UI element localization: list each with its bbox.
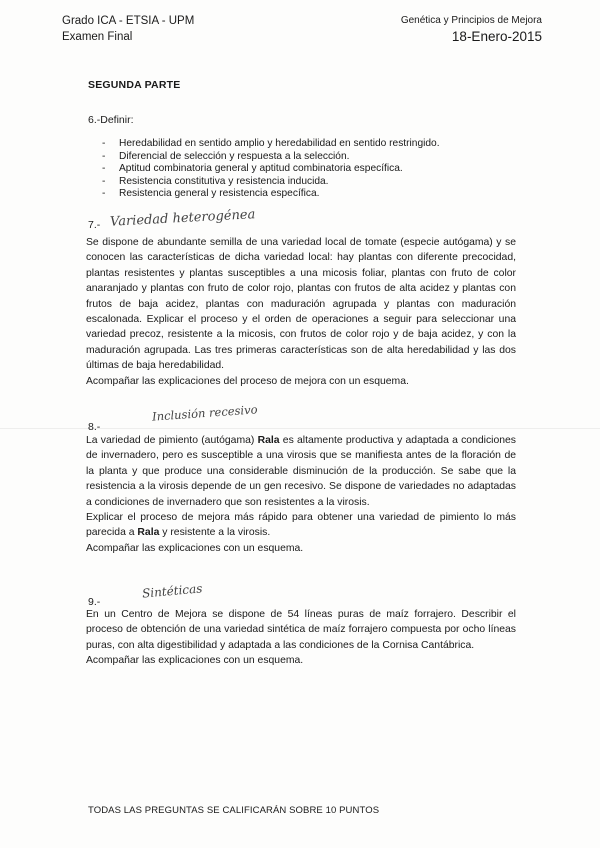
q9-handwritten-note: Sintéticas [141, 581, 203, 601]
q7-note: Acompañar las explicaciones del proceso de mejora con un esquema. [86, 375, 409, 387]
q7-body [86, 235, 516, 389]
q8-handwritten-note: Inclusión recesivo [151, 402, 258, 424]
list-item: - Aptitud combinatoria general y aptitud combinatoria específica. [102, 163, 440, 176]
exam-label: Examen Final [62, 31, 133, 43]
q8-text-2: Explicar el proceso de mejora más rápido para obtener una variedad de pimiento lo más parecida a Rala y resistente a la virosis. [86, 512, 516, 539]
q8-text: La variedad de pimiento (autógama) Rala es altamente productiva y adaptada a condiciones de invernadero, pero es susceptible a una virosis que se manifiesta antes de la floración de la planta y que produce una considerable disminución de la producción. Se sabe que la resistencia a la virosis depende de un gen recesivo. Se dispone de variedades no adaptadas a condiciones de invernadero que son resistentes a la virosis. [86, 435, 516, 508]
exam-date: 18-Enero-2015 [451, 29, 542, 44]
q9-body [86, 607, 516, 669]
course-label: Grado ICA - ETSIA - UPM [62, 15, 195, 27]
list-item: - Heredabilidad en sentido amplio y heredabilidad en sentido restringido. [102, 138, 440, 151]
footer-note: TODAS LAS PREGUNTAS SE CALIFICARÁN SOBRE 10 PUNTOS [88, 805, 380, 816]
variety-name: Rala [137, 527, 160, 539]
q7-label: 7.- [88, 219, 101, 231]
q9-note: Acompañar las explicaciones con un esquema. [86, 655, 304, 667]
subject-label: Genética y Principios de Mejora [400, 15, 542, 26]
list-item: - Resistencia general y resistencia específica. [102, 188, 440, 201]
section-title: SEGUNDA PARTE [88, 79, 181, 91]
q9-label: 9.- [88, 596, 101, 608]
q7-handwritten-note: Variedad heterogénea [109, 207, 256, 230]
q6-label: 6.-Definir: [88, 114, 134, 126]
q8-body [86, 433, 516, 556]
q8-label: 8.- [88, 421, 101, 433]
q7-text: Se dispone de abundante semilla de una variedad local de tomate (especie autógama) y se conocen las características de dicha variedad local: hay plantas con diferente precocidad, plantas resistentes y plantas susceptibles a una micosis foliar, plantas con fruto de color anaranjado y plantas con fruto de color rojo, plantas con frutos de alta acidez y plantas con frutos de baja acidez, plantas con maduración agrupada y plantas con maduración escalonada. Explicar el proceso y el orden de operaciones a seguir para seleccionar una variedad precoz, resistente a la micosis, con frutos de color rojo y de baja acidez, y con la maduración agrupada. Las tres primeras características son de alta heredabilidad y las dos últimas de baja heredabilidad. [86, 237, 516, 372]
variety-name: Rala [257, 435, 280, 446]
q9-text: En un Centro de Mejora se dispone de 54 líneas puras de maíz forrajero. Describir el proceso de obtención de una variedad sintética de maíz forrajero compuesta por ocho líneas puras, con alta digestibilidad y adaptada a las condiciones de la Cornisa Cantábrica. [86, 609, 516, 651]
q8-note: Acompañar las explicaciones con un esquema. [86, 542, 304, 554]
list-item: - Diferencial de selección y respuesta a la selección. [102, 151, 440, 164]
list-item: - Resistencia constitutiva y resistencia inducida. [102, 176, 440, 189]
q6-definition-list [102, 138, 440, 201]
